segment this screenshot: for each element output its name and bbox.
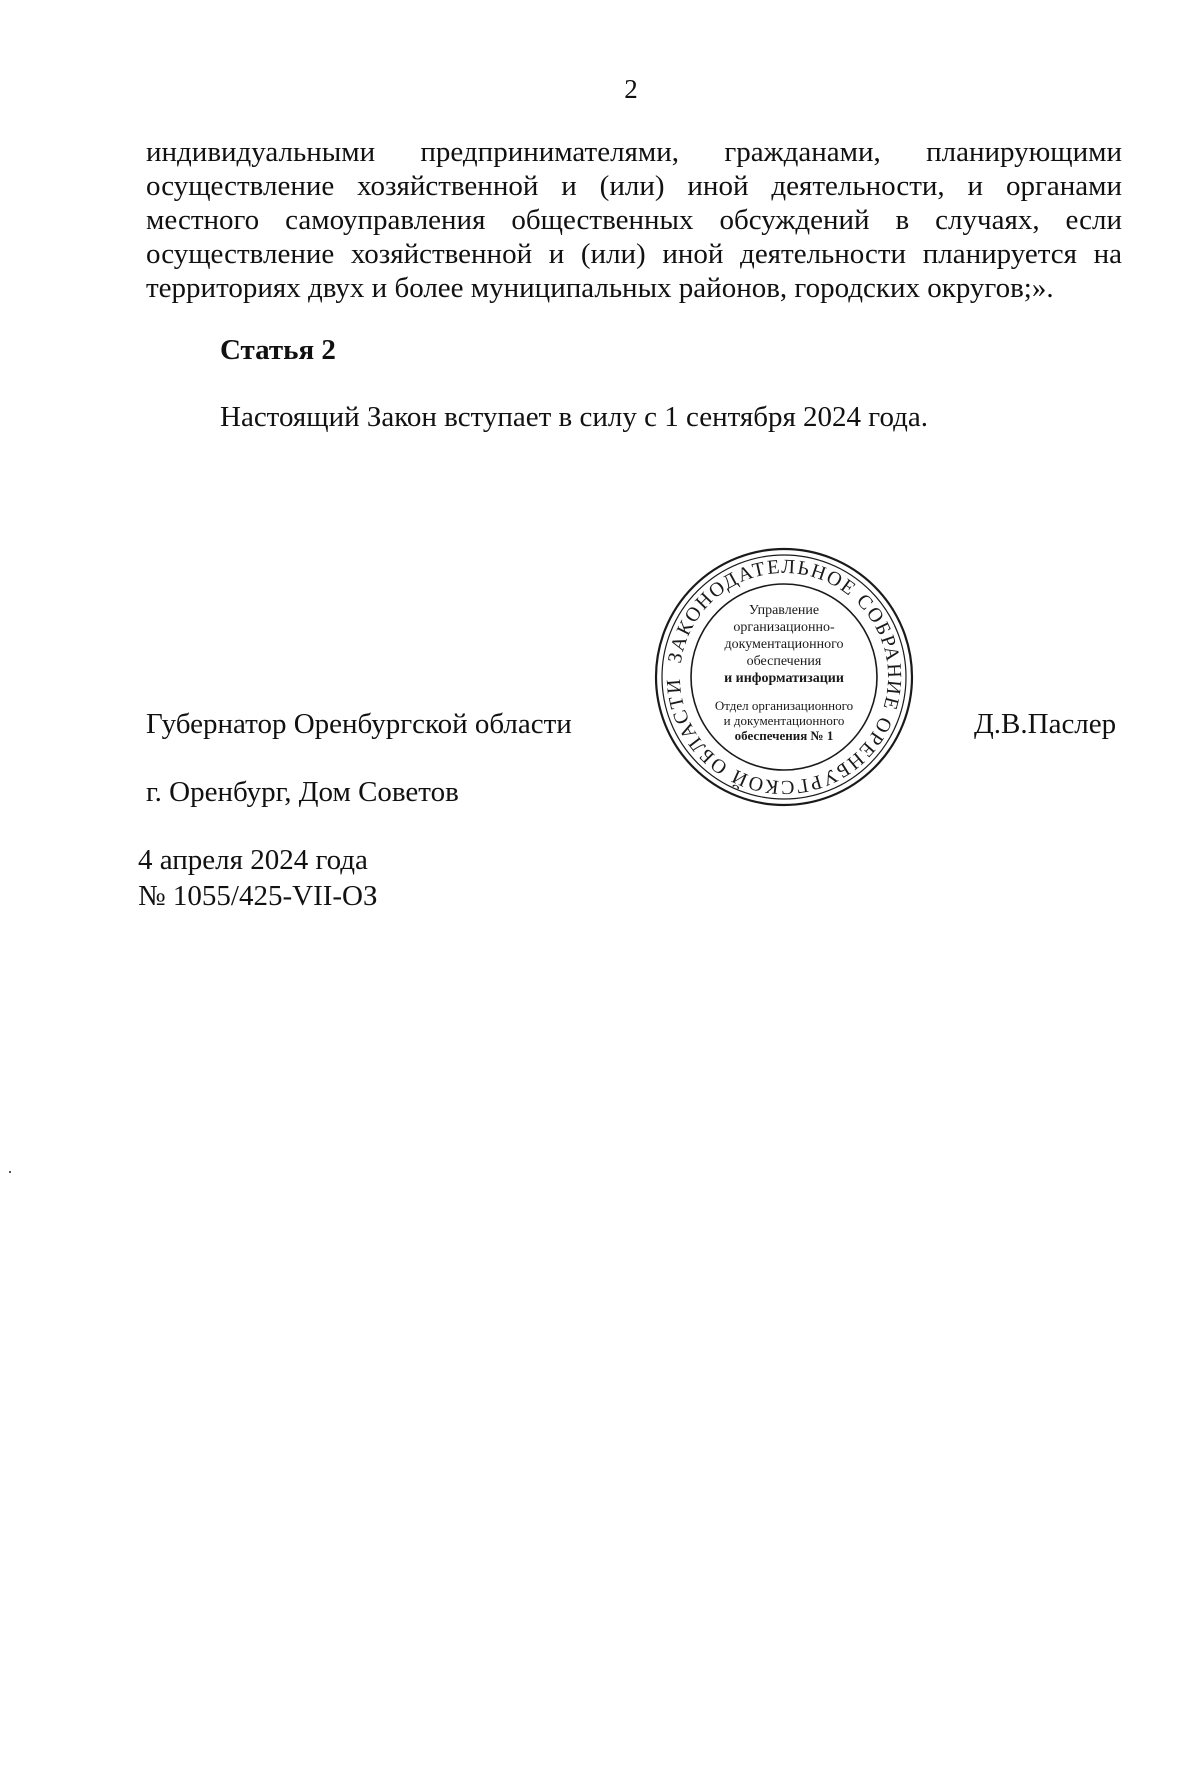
scan-speck	[9, 1171, 11, 1173]
stamp-inner-text	[715, 603, 853, 743]
official-stamp	[650, 543, 918, 811]
law-number: № 1055/425-VII-ОЗ	[138, 880, 378, 912]
signing-place: г. Оренбург, Дом Советов	[146, 776, 459, 808]
law-date: 4 апреля 2024 года	[138, 844, 368, 876]
stamp-line-6: Отдел организационного	[714, 698, 854, 713]
stamp-line-4: обеспечения	[746, 654, 822, 669]
stamp-ring-textpath: ЗАКОНОДАТЕЛЬНОЕ СОБРАНИЕ ОРЕНБУРГСКОЙ ОБЛАСТИ	[662, 555, 906, 799]
governor-name: Д.В.Паслер	[974, 708, 1117, 740]
stamp-line-8: обеспечения № 1	[734, 728, 834, 743]
article-heading: Статья 2	[220, 334, 336, 366]
body-paragraph: индивидуальными предпринимателями, гражданами, планирующими осуществление хозяйственной и (или) иной деятельности, и органами местного самоуправления общественных обсуждений в случаях, если осуществление хозяйственной и (или) иной деятельности планируется на территориях двух и более муниципальных районов, городских округов;».	[146, 136, 1122, 304]
stamp-line-1: Управление	[748, 603, 820, 618]
governor-title: Губернатор Оренбургской области	[146, 708, 572, 740]
stamp-line-3: документационного	[724, 637, 844, 652]
stamp-line-7: и документационного	[723, 713, 845, 728]
stamp-line-5: и информатизации	[724, 671, 844, 686]
article-text: Настоящий Закон вступает в силу с 1 сентября 2024 года.	[220, 401, 929, 433]
stamp-line-2: организационно-	[733, 620, 835, 635]
stamp-graphic	[650, 543, 918, 811]
page-number: 2	[624, 74, 638, 104]
